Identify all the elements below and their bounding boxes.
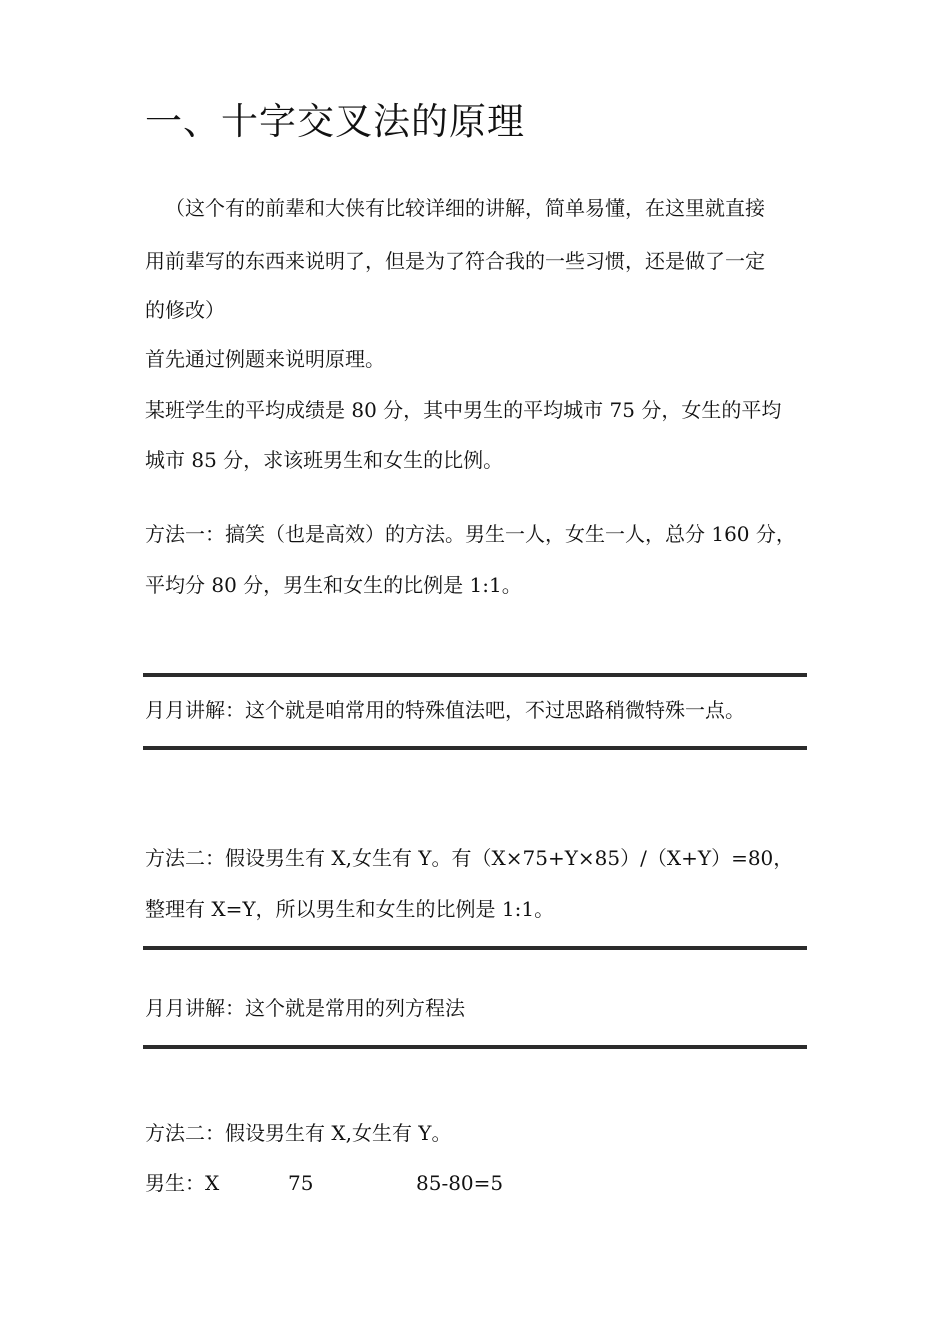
note2-bottom-rule (143, 1045, 807, 1049)
method2-line-1: 方法二：假设男生有 X,女生有 Y。有（X×75+Y×85）/（X+Y）=80， (145, 846, 794, 870)
intro-line-2: 用前辈写的东西来说明了，但是为了符合我的一些习惯，还是做了一定 (145, 249, 765, 273)
intro-line-1: （这个有的前辈和大侠有比较详细的讲解，简单易懂，在这里就直接 (165, 196, 765, 220)
cross-row-diff: 85-80=5 (416, 1171, 504, 1195)
method2-line-2: 整理有 X=Y，所以男生和女生的比例是 1:1。 (145, 897, 555, 921)
cross-row-value: 75 (288, 1171, 314, 1195)
method1-line-1: 方法一：搞笑（也是高效）的方法。男生一人，女生一人，总分 160 分， (145, 522, 796, 546)
section-heading: 一、十字交叉法的原理 (145, 100, 525, 143)
note1-bottom-rule (143, 746, 807, 750)
note1-top-rule (143, 673, 807, 677)
intro-line-3: 的修改） (145, 298, 225, 322)
example-lead: 首先通过例题来说明原理。 (145, 347, 385, 371)
note2-text: 月月讲解：这个就是常用的列方程法 (145, 996, 465, 1020)
problem-line-2: 城市 85 分，求该班男生和女生的比例。 (145, 448, 504, 472)
problem-line-1: 某班学生的平均成绩是 80 分，其中男生的平均城市 75 分，女生的平均 (145, 398, 782, 422)
method3-line-1: 方法二：假设男生有 X,女生有 Y。 (145, 1121, 452, 1145)
cross-row-label: 男生：X (145, 1171, 220, 1195)
note1-text: 月月讲解：这个就是咱常用的特殊值法吧，不过思路稍微特殊一点。 (145, 698, 745, 722)
method1-line-2: 平均分 80 分，男生和女生的比例是 1:1。 (145, 573, 522, 597)
note2-top-rule (143, 946, 807, 950)
